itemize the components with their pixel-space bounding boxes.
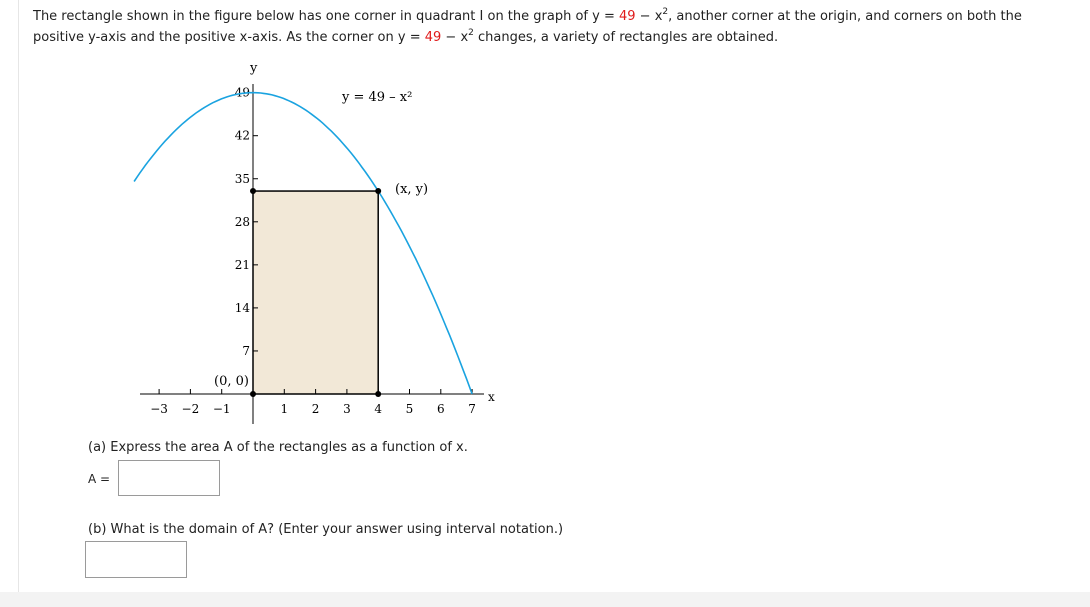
area-label: A = (88, 472, 111, 486)
y-tick-label: 35 (234, 171, 250, 186)
x-tick-label: 2 (311, 402, 320, 416)
x-tick-label: 5 (405, 402, 414, 416)
y-axis-label: y (250, 61, 258, 76)
point-label: (x, y) (395, 182, 429, 197)
domain-answer-input[interactable] (85, 541, 187, 578)
x-tick-label: 1 (280, 402, 289, 416)
y-tick-label: 14 (234, 300, 250, 315)
x-axis-label: x (488, 390, 495, 404)
origin-label: (0, 0) (214, 374, 249, 389)
y-tick-label: 42 (234, 128, 250, 143)
problem-statement: The rectangle shown in the figure below has one corner in quadrant I on the graph of $y = 49 - x^2$, another corner at the origin, and corners on both the positive y-axis and the positive x-axis. As the corner on $y = 49 - x^2$ changes, a variety of rectangles are obtained. (33, 7, 1022, 45)
x-tick-label: 6 (436, 402, 445, 416)
inscribed-rectangle (253, 191, 378, 394)
curve-label: y = 49 – x² (342, 90, 413, 105)
y-tick-label: 7 (242, 343, 250, 358)
x-tick-label: −2 (181, 402, 200, 416)
question-b-prompt: (b) What is the domain of A? (Enter your answer using interval notation.) (88, 522, 564, 537)
y-tick-label: 28 (234, 214, 250, 229)
area-answer-input[interactable] (118, 460, 220, 496)
origin-point (250, 391, 256, 397)
x-tick-label: −3 (150, 402, 168, 416)
y-tick-label: 21 (234, 257, 250, 272)
y-axis-corner-point (250, 188, 256, 194)
x-tick-label: 4 (374, 402, 383, 416)
corner-point (375, 188, 381, 194)
x-axis-corner-point (375, 391, 381, 397)
x-tick-label: −1 (212, 402, 231, 416)
y-tick-label: 49 (234, 85, 250, 100)
question-a-prompt: (a) Express the area A of the rectangles as a function of x. (88, 440, 468, 455)
x-tick-label: 3 (343, 402, 351, 416)
x-tick-label: 7 (468, 402, 476, 416)
